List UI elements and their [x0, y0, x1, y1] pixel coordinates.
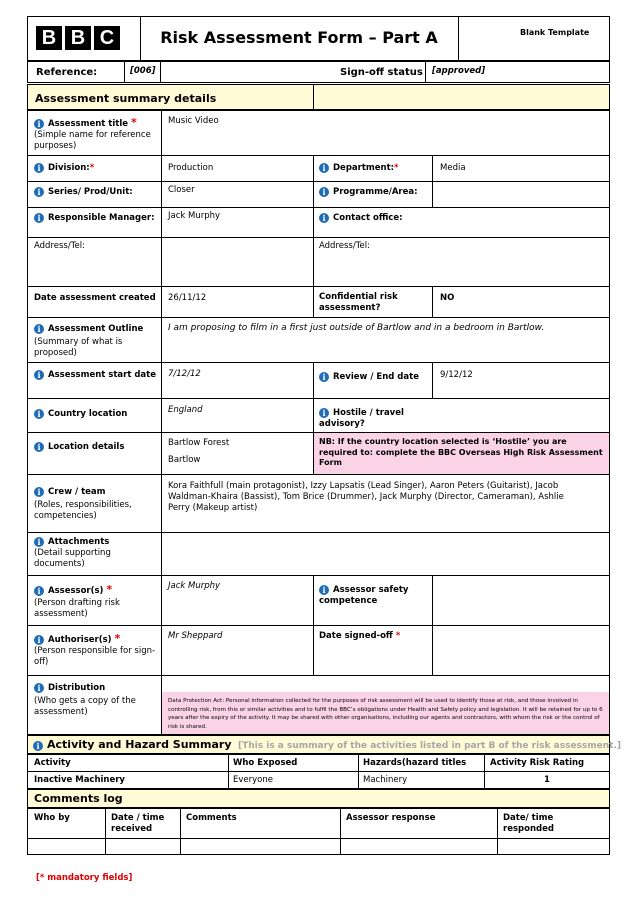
risk-rating-cell: 1: [544, 775, 550, 785]
location-value-1[interactable]: Bartlow Forest: [168, 438, 230, 448]
comments-heading: Comments log: [34, 792, 123, 805]
hostile-label: i Hostile / travel advisory?: [319, 408, 404, 429]
hazards-cell: Machinery: [363, 775, 408, 785]
authoriser-value[interactable]: Mr Sheppard: [168, 631, 223, 641]
address-label-left: Address/Tel:: [34, 241, 85, 251]
who-by-col-header: Who by: [34, 813, 70, 823]
division-label: i Division:*: [34, 163, 94, 174]
crew-note: (Roles, responsibilities, competencies): [34, 500, 132, 521]
outline-note: (Summary of what is proposed): [34, 337, 123, 358]
outline-label: i Assessment Outline: [34, 324, 143, 335]
assessor-response-col-header: Assessor response: [346, 813, 436, 823]
confidential-label: Confidential risk assessment?: [319, 292, 398, 313]
review-date-label: i Review / End date: [319, 372, 419, 383]
info-icon: i: [34, 163, 44, 173]
crew-value[interactable]: Kora Faithfull (main protagonist), Izzy Lapsatis (Lead Singer), Aaron Peters (Guitarist), Jacob Waldman-Khaira (Bassist), Tom Brice (Drummer), Jack Murphy (Director, Cameraman), Ashlie Perry (Makeup artist): [168, 481, 564, 513]
reference-label: Reference:: [36, 67, 98, 78]
comments-col-header: Comments: [186, 813, 237, 823]
contact-office-label: i Contact office:: [319, 213, 403, 224]
assessment-title-value[interactable]: Music Video: [168, 116, 219, 126]
info-icon: i: [34, 487, 44, 497]
date-received-col-header: Date / time received: [111, 813, 165, 834]
assessor-note: (Person drafting risk assessment): [34, 598, 120, 619]
department-value[interactable]: Media: [440, 163, 466, 173]
country-value[interactable]: England: [168, 405, 203, 415]
who-exposed-col-header: Who Exposed: [233, 758, 298, 768]
info-icon: i: [34, 370, 44, 380]
department-label: i Department:*: [319, 163, 399, 174]
info-icon: i: [319, 372, 329, 382]
distribution-note: (Who gets a copy of the assessment): [34, 696, 136, 717]
info-icon: i: [34, 187, 44, 197]
summary-heading: Assessment summary details: [35, 92, 217, 105]
info-icon: i: [319, 585, 329, 595]
info-icon: i: [34, 442, 44, 452]
signoff-value[interactable]: [approved]: [432, 66, 486, 76]
assessment-title-note: (Simple name for reference purposes): [34, 130, 151, 151]
series-value[interactable]: Closer: [168, 185, 195, 195]
info-icon: i: [319, 163, 329, 173]
date-created-value[interactable]: 26/11/12: [168, 293, 207, 303]
assessment-title-label: i Assessment title *: [34, 117, 162, 130]
attachments-note: (Detail supporting documents): [34, 548, 111, 569]
mandatory-fields-note: [* mandatory fields]: [36, 873, 133, 883]
confidential-value[interactable]: NO: [440, 293, 455, 303]
who-exposed-cell: Everyone: [233, 775, 273, 785]
info-icon: i: [319, 187, 329, 197]
date-created-label: Date assessment created: [34, 293, 156, 303]
signoff-label: Sign-off status: [340, 67, 423, 78]
address-label-right: Address/Tel:: [319, 241, 370, 251]
country-label: i Country location: [34, 409, 127, 420]
info-icon: i: [34, 537, 44, 547]
programme-label: i Programme/Area:: [319, 187, 418, 198]
reference-row: [27, 61, 610, 83]
date-responded-col-header: Date/ time responded: [503, 813, 554, 834]
info-icon: i: [34, 683, 44, 693]
manager-label: i Responsible Manager:: [34, 213, 159, 224]
info-icon: i: [319, 213, 329, 223]
info-icon: i: [34, 213, 44, 223]
start-date-value[interactable]: 7/12/12: [168, 369, 201, 379]
assessor-value[interactable]: Jack Murphy: [168, 581, 221, 591]
form-title: Risk Assessment Form – Part A: [160, 28, 438, 47]
template-label: Blank Template: [520, 28, 590, 37]
info-icon: i: [34, 635, 44, 645]
activity-cell: Inactive Machinery: [34, 775, 125, 785]
risk-rating-col-header: Activity Risk Rating: [490, 758, 585, 768]
division-value[interactable]: Production: [168, 163, 214, 173]
info-icon: i: [34, 119, 44, 129]
info-icon: i: [34, 409, 44, 419]
outline-value[interactable]: I am proposing to film in a first just outside of Bartlow and in a bedroom in Bartlow.: [168, 323, 545, 333]
hazards-col-header: Hazards(hazard titles: [363, 758, 467, 768]
info-icon: i: [33, 741, 43, 751]
attachments-label: i Attachments: [34, 537, 109, 548]
crew-label: i Crew / team: [34, 487, 106, 498]
reference-value[interactable]: [006]: [130, 66, 156, 76]
assessor-safety-label: i Assessor safety competence: [319, 585, 409, 606]
info-icon: i: [34, 586, 44, 596]
activity-heading: i Activity and Hazard Summary [This is a summary of the activities listed in part B of the risk assessment.]: [33, 738, 621, 753]
series-label: i Series/ Prod/Unit:: [34, 187, 133, 198]
start-date-label: i Assessment start date: [34, 370, 159, 381]
location-value-2[interactable]: Bartlow: [168, 455, 201, 465]
data-protection-notice: Data Protection Act: Personal information collected for the purposes of risk assessment will be used to identify those at risk, and those involved in controlling risk, from this or similar activities and to fulfil the BBC’s obligations under Health and Safety policy and legislation. It will be retained for up to 6 years after the expiry of the activity. It may be shared with other organisations, including our agents and contractors, with whom the risk or the control of risk is shared.: [168, 698, 603, 730]
authoriser-label: i Authoriser(s) *: [34, 633, 120, 646]
activity-col-header: Activity: [34, 758, 71, 768]
assessor-label: i Assessor(s) *: [34, 584, 112, 597]
review-date-value[interactable]: 9/12/12: [440, 370, 473, 380]
info-icon: i: [34, 324, 44, 334]
hostile-note: NB: If the country location selected is ‘Hostile’ you are required to: complete the BBC Overseas High Risk Assessment Form: [319, 437, 603, 467]
date-signed-label: Date signed-off *: [319, 631, 401, 641]
info-icon: i: [319, 408, 329, 418]
bbc-logo: B B C: [36, 26, 123, 50]
authoriser-note: (Person responsible for sign-off): [34, 646, 156, 667]
distribution-label: i Distribution: [34, 683, 105, 694]
manager-value[interactable]: Jack Murphy: [168, 211, 221, 221]
location-label: i Location details: [34, 442, 124, 453]
